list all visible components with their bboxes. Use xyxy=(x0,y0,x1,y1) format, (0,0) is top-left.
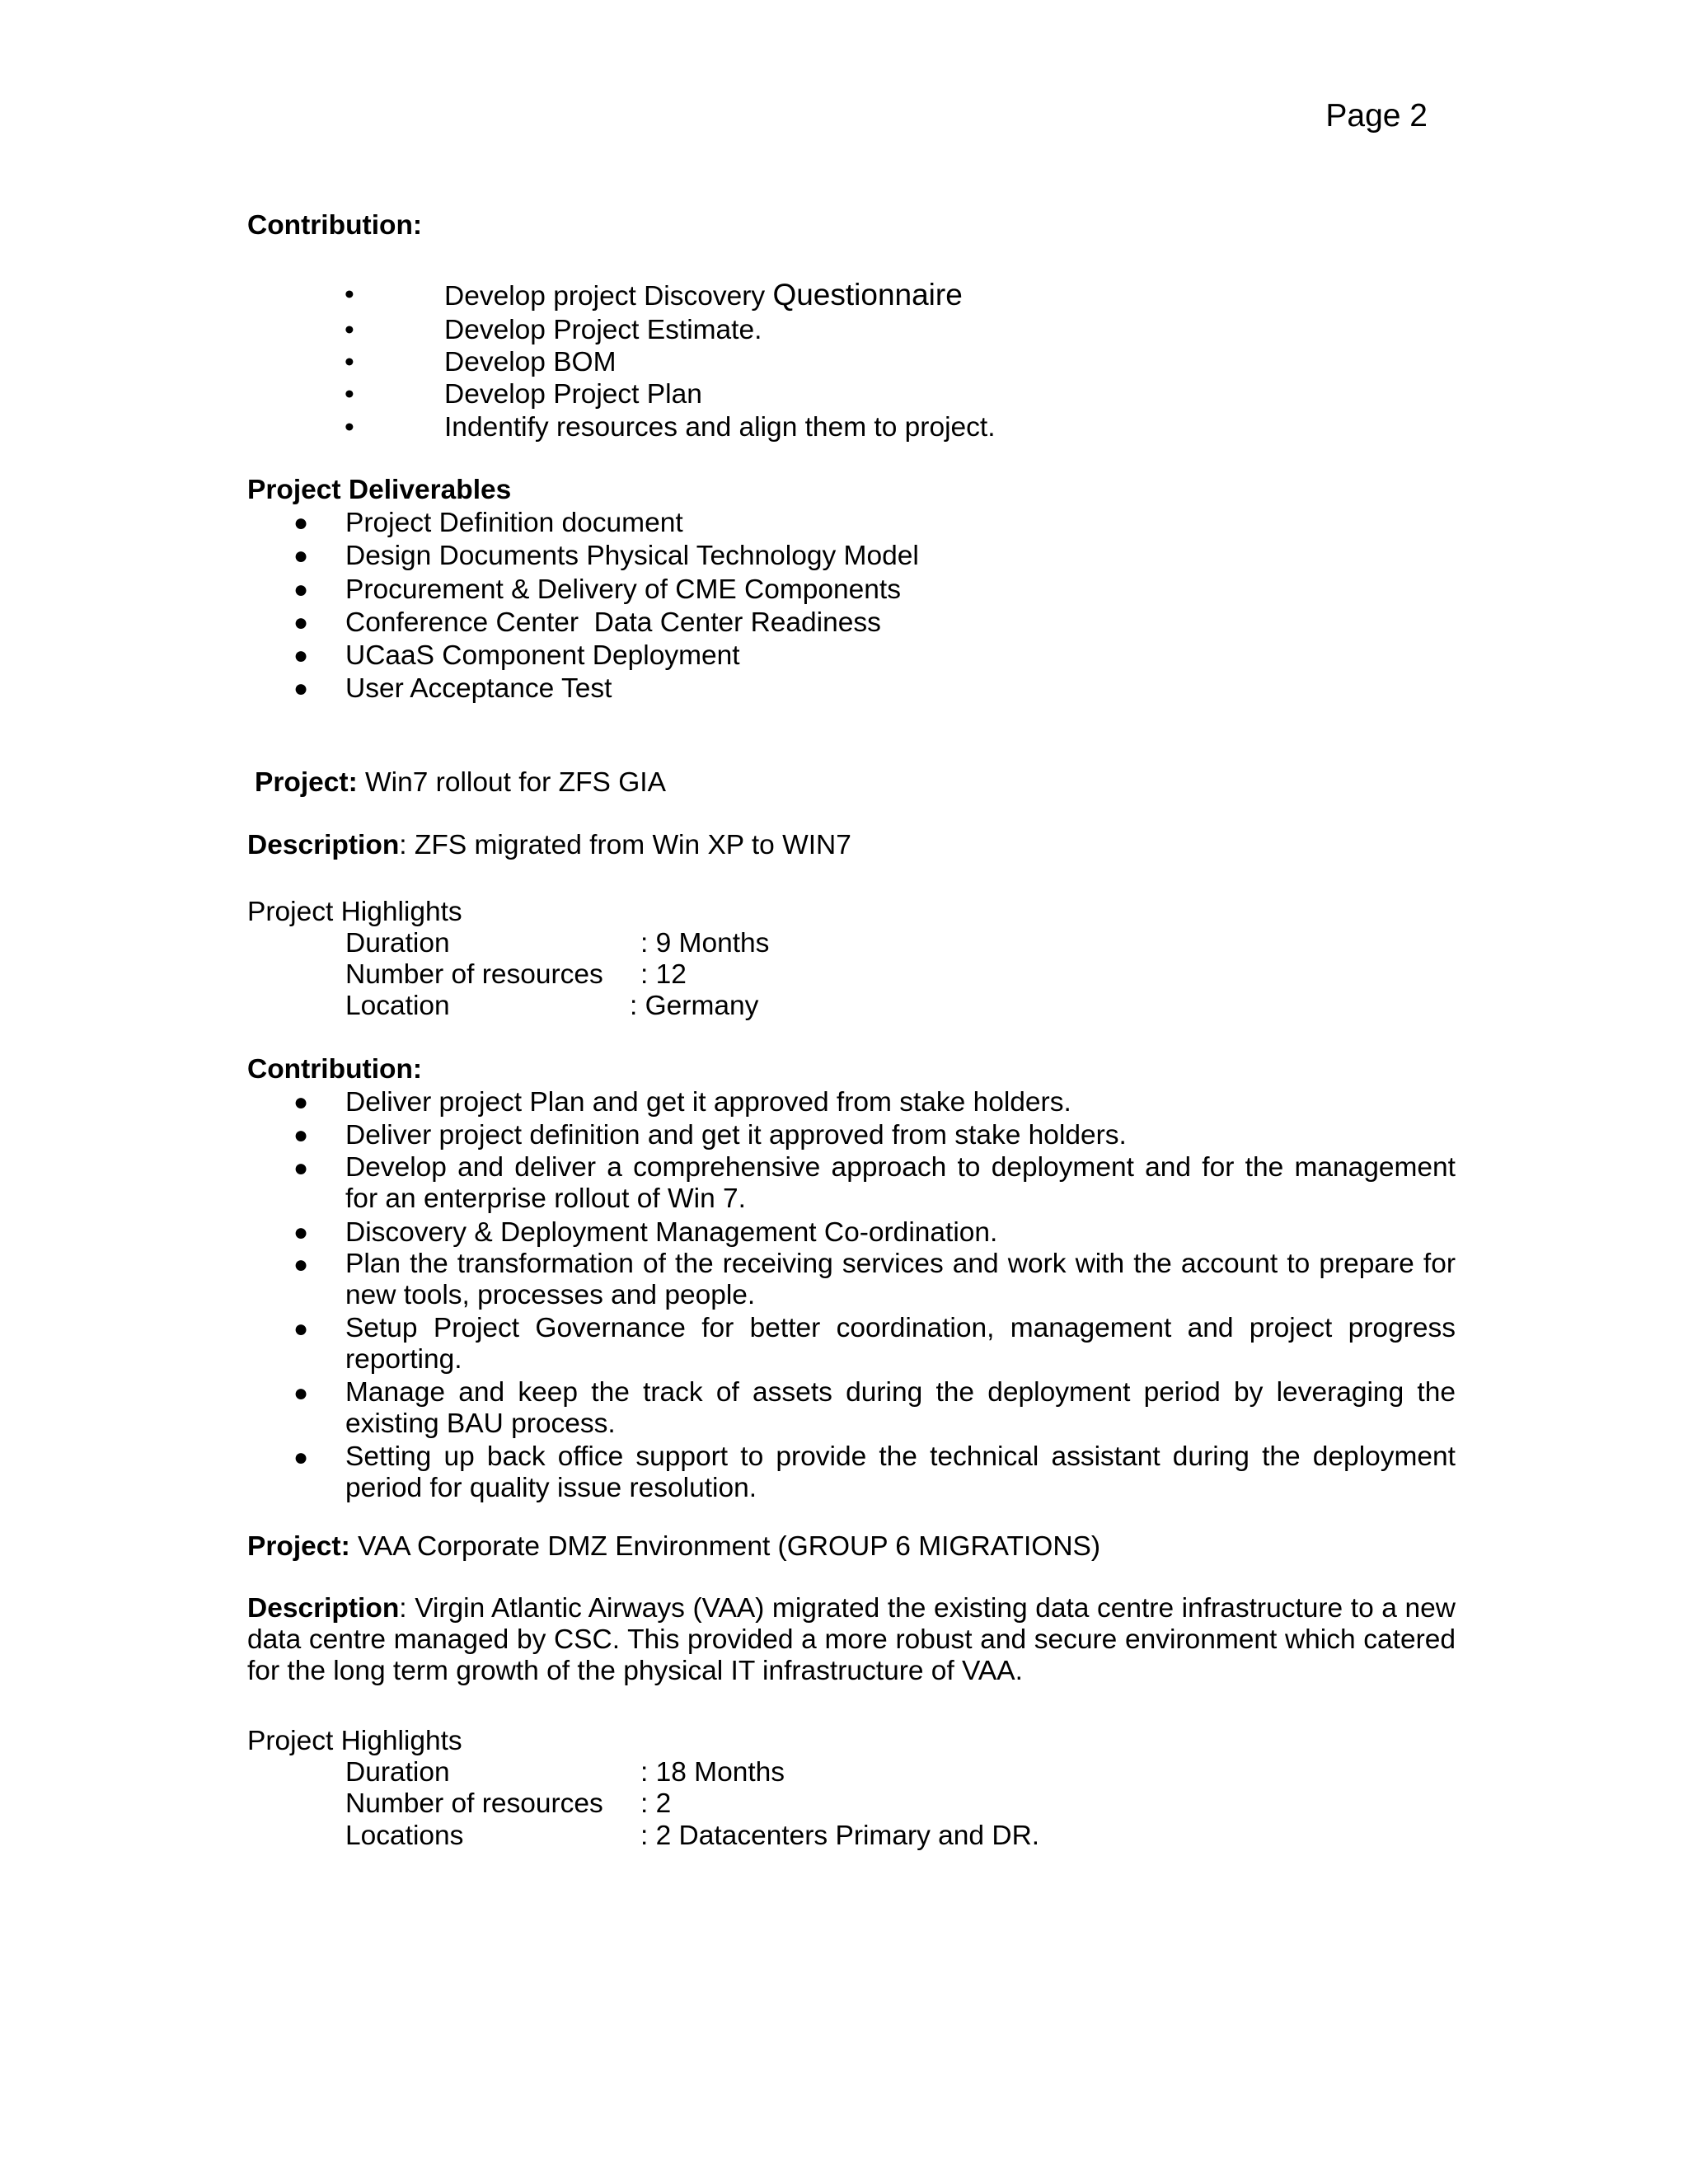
description-label: Description xyxy=(247,1593,400,1624)
page-number: Page 2 xyxy=(1325,98,1428,134)
highlight-label: Number of resources xyxy=(345,1788,603,1819)
bullet-dot: ● xyxy=(293,509,309,537)
description-line xyxy=(247,829,851,862)
highlight-label: Number of resources xyxy=(345,959,603,990)
contribution-item-text: Develop project Discovery xyxy=(444,281,773,312)
highlights-heading: Project Highlights xyxy=(247,897,462,927)
bullet-dot: ● xyxy=(293,675,309,702)
deliverable-item: User Acceptance Test xyxy=(345,673,612,704)
bullet-dot: ● xyxy=(293,609,309,636)
bullet-dot: ● xyxy=(293,1155,309,1182)
description-label: Description xyxy=(247,830,400,860)
bullet-glyph: • xyxy=(345,315,354,345)
project-label: Project: xyxy=(247,1531,350,1562)
contribution-item: Deliver project definition and get it approved from stake holders. xyxy=(345,1120,1127,1151)
bullet-glyph: • xyxy=(345,379,354,410)
deliverable-item: Procurement & Delivery of CME Components xyxy=(345,574,901,605)
contribution-item: Develop Project Plan xyxy=(444,379,702,410)
deliverable-item: UCaaS Component Deployment xyxy=(345,640,740,671)
contribution-item: Develop BOM xyxy=(444,347,617,377)
contribution-heading: Contribution: xyxy=(247,210,423,241)
contribution-item: Manage and keep the track of assets during the deployment period by leveraging the existing BAU process. xyxy=(345,1377,1456,1439)
contribution-item: Develop and deliver a comprehensive approach to deployment and for the management for an enterprise rollout of Win 7. xyxy=(345,1152,1456,1214)
bullet-dot: ● xyxy=(293,1380,309,1407)
project-label: Project: xyxy=(255,767,358,798)
contribution-item: Develop Project Estimate. xyxy=(444,315,762,345)
project-name: VAA Corporate DMZ Environment (GROUP 6 MIGRATIONS) xyxy=(349,1531,1101,1562)
project-line xyxy=(247,1530,1100,1563)
contribution-item: Plan the transformation of the receiving services and work with the account to prepare for new tools, processes and people. xyxy=(345,1249,1456,1310)
highlight-value: : 2 Datacenters Primary and DR. xyxy=(640,1821,1040,1851)
contribution-item: Setup Project Governance for better coordination, management and project progress reporting. xyxy=(345,1313,1456,1375)
contribution-item xyxy=(444,279,963,313)
deliverable-item: Project Definition document xyxy=(345,508,683,538)
highlight-value: : 9 Months xyxy=(640,928,770,958)
bullet-glyph: • xyxy=(345,347,354,377)
contribution-item-emphasis: Questionnaire xyxy=(772,278,963,312)
contribution-item: Discovery & Deployment Management Co-ordination. xyxy=(345,1217,998,1248)
bullet-dot: ● xyxy=(293,1122,309,1149)
highlight-label: Duration xyxy=(345,928,450,958)
highlights-heading: Project Highlights xyxy=(247,1726,462,1756)
deliverables-heading: Project Deliverables xyxy=(247,475,512,505)
highlight-value: : 18 Months xyxy=(640,1757,785,1788)
bullet-glyph: • xyxy=(345,279,354,310)
deliverable-item: Conference Center Data Center Readiness xyxy=(345,607,881,638)
highlight-value: : 2 xyxy=(640,1788,672,1819)
highlight-label: Locations xyxy=(345,1821,464,1851)
bullet-dot: ● xyxy=(293,542,309,569)
highlight-label: Duration xyxy=(345,1757,450,1788)
bullet-dot: ● xyxy=(293,576,309,603)
bullet-dot: ● xyxy=(293,1089,309,1116)
bullet-dot: ● xyxy=(293,1444,309,1471)
highlight-value: : Germany xyxy=(630,991,759,1021)
project-line xyxy=(255,766,666,799)
contribution-heading: Contribution: xyxy=(247,1054,423,1085)
description-paragraph xyxy=(247,1593,1456,1687)
bullet-dot: ● xyxy=(293,1315,309,1343)
deliverable-item: Design Documents Physical Technology Model xyxy=(345,541,919,571)
project-name: Win7 rollout for ZFS GIA xyxy=(357,767,666,798)
highlight-value: : 12 xyxy=(640,959,687,990)
contribution-item: Setting up back office support to provide the technical assistant during the deployment period for quality issue resolution. xyxy=(345,1441,1456,1503)
description-text: : ZFS migrated from Win XP to WIN7 xyxy=(399,830,851,860)
bullet-glyph: • xyxy=(345,412,354,443)
bullet-dot: ● xyxy=(293,1219,309,1246)
contribution-item: Indentify resources and align them to project. xyxy=(444,412,996,443)
highlight-label: Location xyxy=(345,991,450,1021)
description-text: : Virgin Atlantic Airways (VAA) migrated the existing data centre infrastructure to a new data centre managed by CSC. This provided a more robust and secure environment which catered for the long term growth of the physical IT infrastructure of VAA. xyxy=(247,1593,1456,1686)
contribution-item: Deliver project Plan and get it approved from stake holders. xyxy=(345,1087,1071,1118)
bullet-dot: ● xyxy=(293,1251,309,1278)
bullet-dot: ● xyxy=(293,642,309,669)
